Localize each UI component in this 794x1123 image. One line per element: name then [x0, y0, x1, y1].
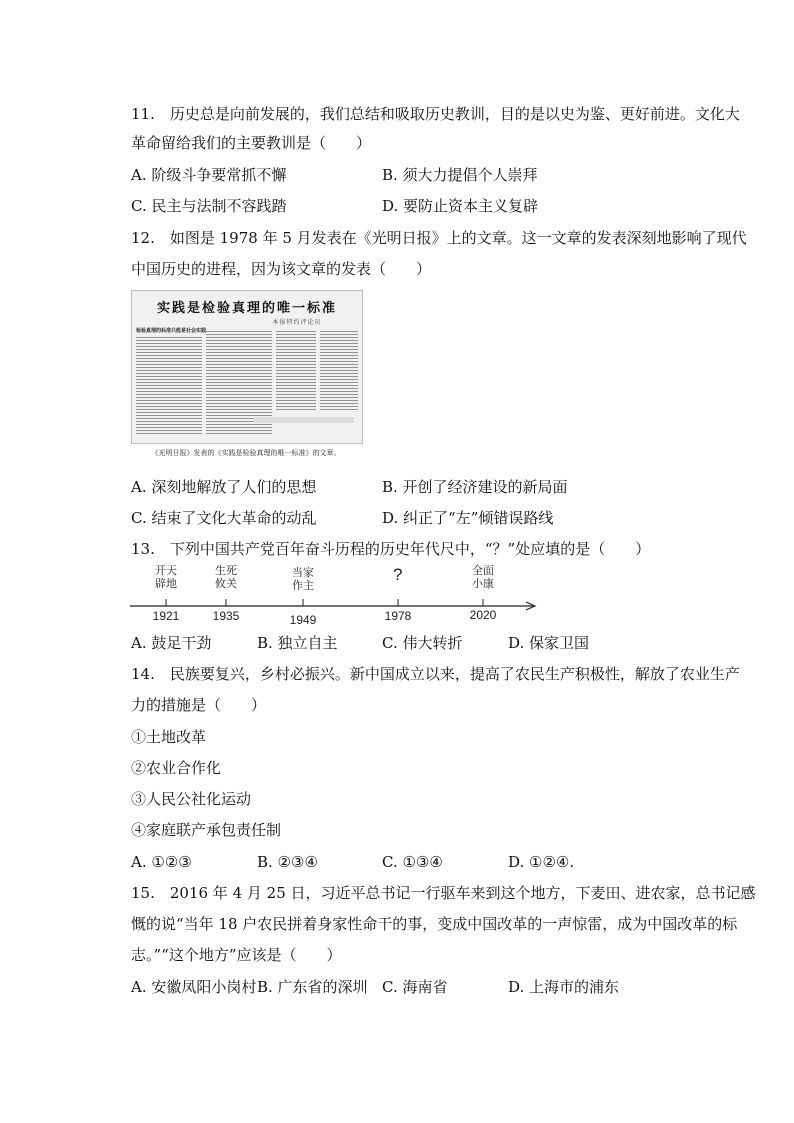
q14-item-2: ②农业合作化	[131, 759, 222, 777]
newspaper-caption: 《光明日报》发表的《实践是检验真理的唯一标准》的文章。	[151, 449, 341, 457]
q14-item-1: ①土地改革	[131, 728, 207, 746]
q13-option-b[interactable]: B. 独立自主	[257, 634, 338, 652]
newspaper-byline: 本报特约评论员	[272, 319, 322, 326]
timeline-label-1949: 当家 作主	[292, 566, 314, 592]
q14-item-3: ③人民公社化运动	[131, 790, 252, 808]
q11-option-d[interactable]: D. 要防止资本主义复辟	[382, 197, 539, 215]
timeline-year-2020: 2020	[469, 608, 497, 622]
q11-option-a[interactable]: A. 阶级斗争要常抓不懈	[131, 166, 287, 184]
newspaper-subhead: 检验真理的标准只能是社会实践	[136, 328, 207, 334]
timeline-year-1949: 1949	[289, 613, 317, 627]
q11-stem-line1: 11. 历史总是向前发展的，我们总结和吸取历史教训，目的是以史为鉴、更好前进。文化大	[131, 105, 740, 123]
q11-stem-line2: 革命留给我们的主要教训是（ ）	[131, 134, 372, 152]
newspaper-figure	[131, 290, 363, 444]
q14-stem-line1: 14. 民族要复兴，乡村必振兴。新中国成立以来，提高了农民生产积极性，解放了农业生产	[131, 665, 740, 683]
q15-option-c[interactable]: C. 海南省	[382, 978, 448, 996]
q15-option-d[interactable]: D. 上海市的浦东	[508, 978, 620, 996]
history-timeline	[128, 561, 548, 631]
q14-option-a[interactable]: A. ①②③	[131, 853, 192, 871]
q14-option-c[interactable]: C. ①③④	[382, 853, 443, 871]
newspaper-headline: 实践是检验真理的唯一标准	[156, 301, 337, 316]
q15-stem-line1: 15. 2016 年 4 月 25 日，习近平总书记一行驱车来到这个地方，下麦田、进农家，总书记感	[131, 884, 756, 902]
q15-option-b[interactable]: B. 广东省的深圳	[257, 978, 368, 996]
q11-option-b[interactable]: B. 须大力提倡个人崇拜	[382, 166, 538, 184]
timeline-label-1935: 生死 攸关	[215, 564, 237, 590]
q13-option-d[interactable]: D. 保家卫国	[508, 634, 590, 652]
newspaper-highlight	[254, 417, 354, 423]
q15-stem-line3: 志。”“这个地方”应该是（ ）	[131, 946, 342, 964]
q12-stem-line2: 中国历史的进程，因为该文章的发表（ ）	[131, 260, 432, 278]
q12-option-b[interactable]: B. 开创了经济建设的新局面	[382, 478, 568, 496]
timeline-year-1978: 1978	[384, 609, 412, 623]
timeline-label-1921: 开天 辟地	[155, 564, 177, 590]
q14-option-d[interactable]: D. ①②④.	[508, 853, 575, 871]
newspaper-text-column	[320, 331, 358, 411]
q13-option-c[interactable]: C. 伟大转折	[382, 634, 463, 652]
q11-option-c[interactable]: C. 民主与法制不容践踏	[131, 197, 287, 215]
timeline-question-mark: ?	[393, 565, 403, 584]
q12-stem-line1: 12. 如图是 1978 年 5 月发表在《光明日报》上的文章。这一文章的发表深刻地影响了现代	[131, 229, 747, 247]
timeline-year-1921: 1921	[152, 609, 180, 623]
q14-option-b[interactable]: B. ②③④	[257, 853, 318, 871]
newspaper-text-column	[136, 337, 202, 435]
q14-item-4: ④家庭联产承包责任制	[131, 821, 282, 839]
q14-stem-line2: 力的措施是（ ）	[131, 696, 267, 714]
q15-option-a[interactable]: A. 安徽凤阳小岗村	[131, 978, 257, 996]
q12-option-c[interactable]: C. 结束了文化大革命的动乱	[131, 509, 317, 527]
newspaper-text-column	[276, 331, 316, 411]
timeline-label-2020: 全面 小康	[472, 564, 494, 590]
q12-option-a[interactable]: A. 深刻地解放了人们的思想	[131, 478, 317, 496]
q15-stem-line2: 慨的说“当年 18 户农民拼着身家性命干的事，变成中国改革的一声惊雷，成为中国改革的标	[131, 915, 738, 933]
q13-stem-line1: 13. 下列中国共产党百年奋斗历程的历史年代尺中，“？”处应填的是（ ）	[131, 540, 651, 558]
q13-option-a[interactable]: A. 鼓足干劲	[131, 634, 212, 652]
q12-option-d[interactable]: D. 纠正了“左”倾错误路线	[382, 509, 554, 527]
timeline-year-1935: 1935	[212, 609, 240, 623]
